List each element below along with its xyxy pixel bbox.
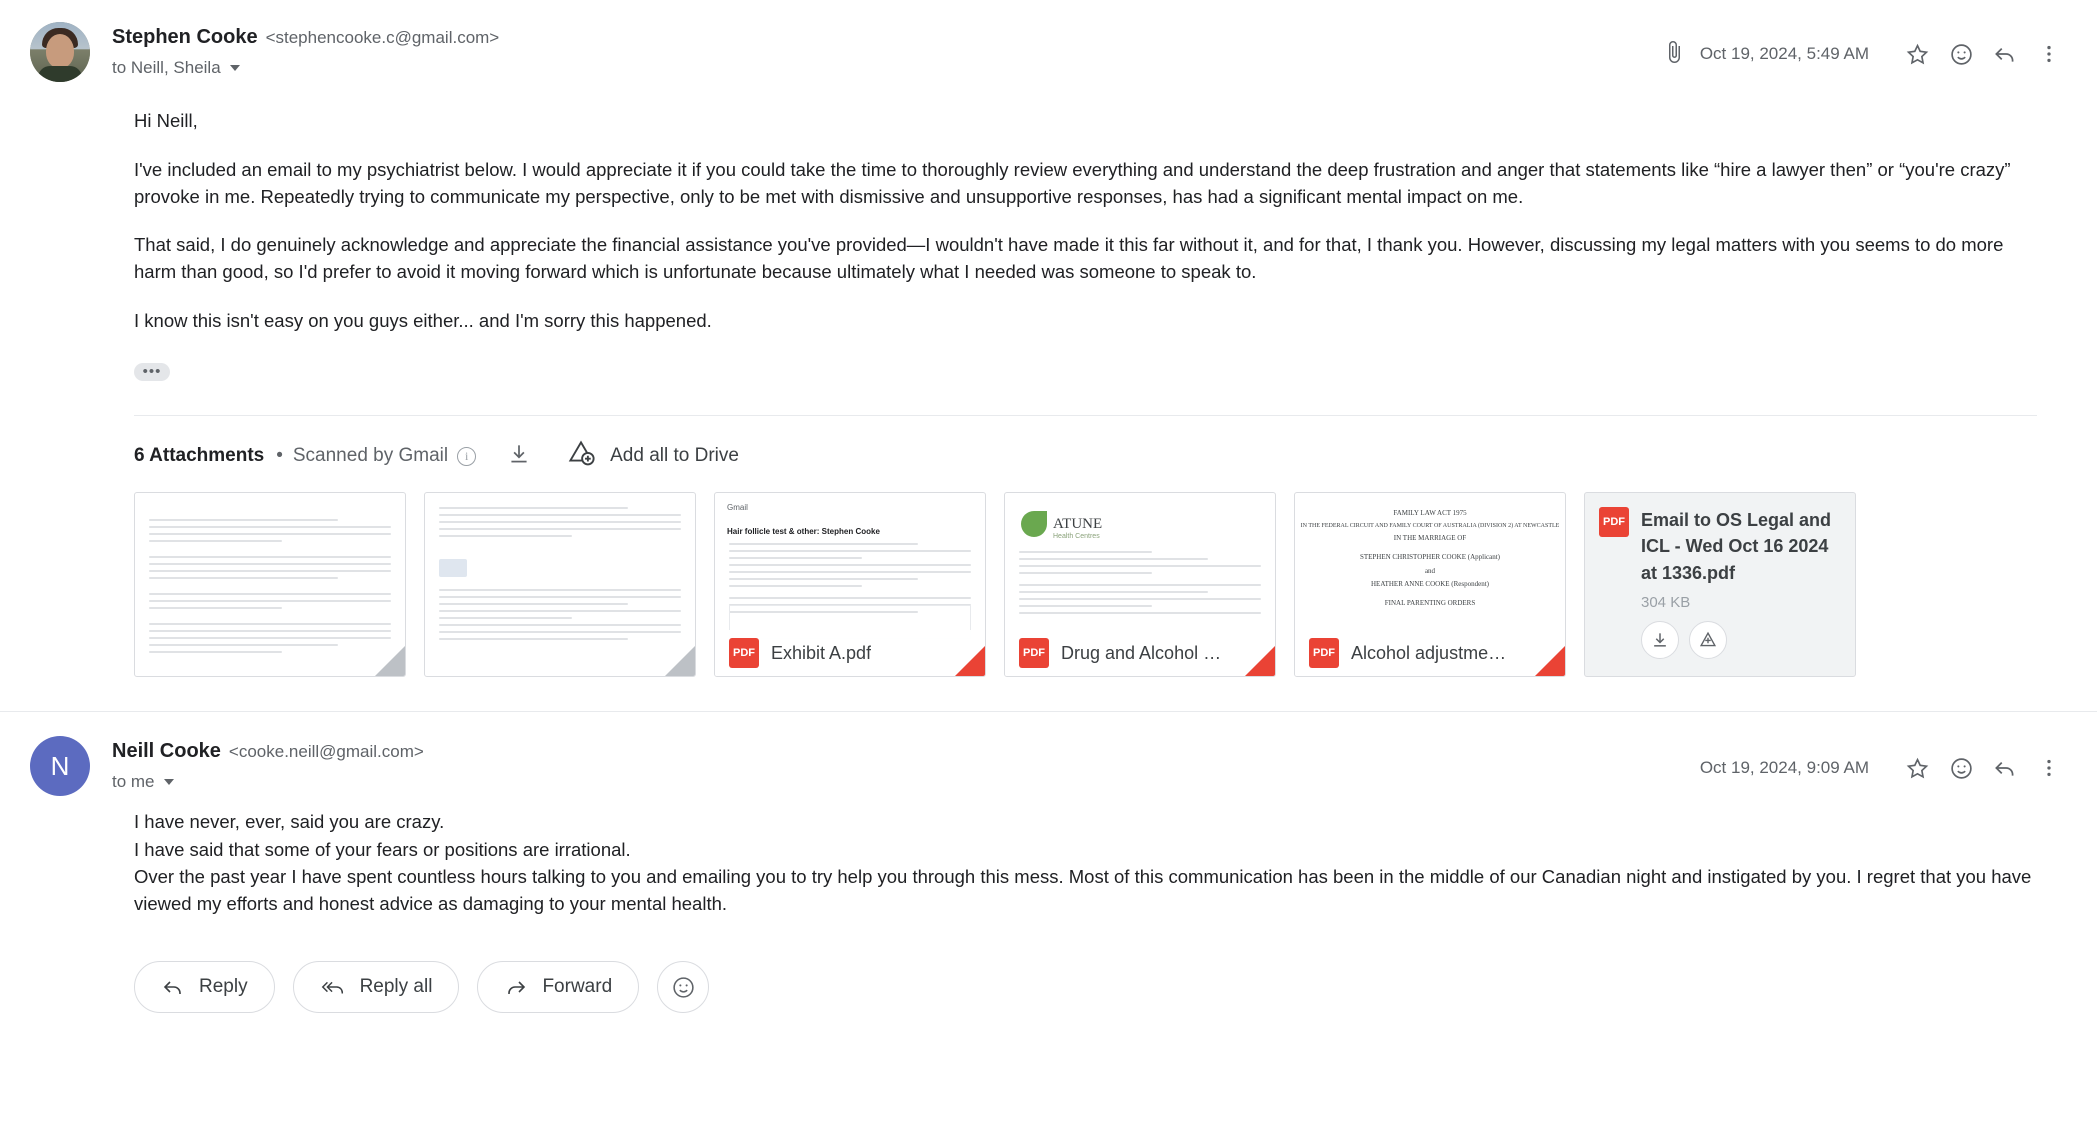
attachment-filename: Drug and Alcohol … — [1061, 642, 1222, 663]
scanned-by-gmail-label: Scanned by Gmail — [292, 445, 449, 467]
page-fold-corner — [665, 646, 695, 676]
sender-name: Stephen Cooke — [112, 26, 258, 48]
reply-icon[interactable] — [1983, 32, 2027, 76]
attachment-filesize: 304 KB — [1641, 593, 1691, 611]
avatar[interactable]: N — [30, 736, 90, 796]
attachment-filename: Email to OS Legal and ICL - Wed Oct 16 2024 at 1336.pdf — [1641, 510, 1832, 583]
attachment-filename: Exhibit A.pdf — [771, 642, 872, 663]
page-fold-corner — [955, 646, 985, 676]
attachments-separator: • — [276, 445, 283, 467]
attachment-label — [1295, 630, 1565, 676]
more-options-icon[interactable] — [2027, 32, 2071, 76]
atune-logo-text: ATUNE — [1053, 515, 1103, 532]
message-2 — [0, 712, 2097, 1013]
message-1-body — [30, 108, 2067, 381]
body-paragraph: I've included an email to my psychiatrist below. I would appreciate it if you could take the time to thoroughly review everything and understand the deep frustration and anger that statements like “hire a lawyer then” or “you're crazy” provoke in me. Repeatedly trying to communicate my perspective, only to be met with dismissive and unsupportive responses, has had a significant mental impact on me. — [134, 158, 2011, 207]
pdf-badge: PDF — [1309, 638, 1339, 668]
recipients-label: to me — [112, 772, 155, 792]
body-paragraph: Hi Neill, — [134, 110, 198, 131]
attachment-thumbnail[interactable] — [714, 492, 986, 677]
body-line: I have said that some of your fears or positions are irrational. — [134, 838, 631, 860]
forward-button-label: Forward — [542, 976, 613, 998]
pdf-badge: PDF — [729, 638, 759, 668]
message-2-actions — [1700, 746, 2071, 790]
body-line: I have never, ever, said you are crazy. — [134, 811, 445, 833]
thumbnail-title-text: Hair follicle test & other: Stephen Cooke — [727, 527, 880, 537]
star-icon[interactable] — [1895, 32, 1939, 76]
attachment-card[interactable] — [1584, 492, 1856, 677]
add-all-to-drive-button[interactable] — [566, 438, 739, 474]
attachment-thumbnail[interactable] — [134, 492, 406, 677]
body-paragraph: I know this isn't easy on you guys either... and I'm sorry this happened. — [134, 310, 712, 332]
message-2-body — [30, 796, 2067, 917]
atune-logo-subtext: Health Centres — [1053, 533, 1100, 541]
sender-email: <stephencooke.c@gmail.com> — [265, 28, 500, 47]
page-fold-corner — [1535, 646, 1565, 676]
reply-all-button[interactable] — [293, 961, 460, 1013]
avatar[interactable] — [30, 22, 90, 82]
court-document-text: FAMILY LAW ACT 1975 IN THE FEDERAL CIRCUIT AND FAMILY COURT OF AUSTRALIA (DIVISION 2) AT NEWCASTLE IN THE MARRIAGE OF STEPHEN CHRISTOPHER COOKE (Applicant) and HEATHER ANNE COOKE (Respondent) FINAL PARENTING ORDERS — [1300, 509, 1560, 608]
chevron-down-icon[interactable] — [164, 779, 174, 785]
recipients-label: to Neill, Sheila — [112, 58, 221, 77]
attachment-label — [715, 630, 985, 676]
reply-icon[interactable] — [1983, 746, 2027, 790]
sender-email: <cooke.neill@gmail.com> — [228, 742, 424, 762]
body-line: Over the past year I have spent countless hours talking to you and emailing you to try help you through this mess. Most of this communication has been in the middle of our Canadian night and instigated by you. I regret that you have viewed my efforts and honest advice as damaging to your mental health. — [134, 865, 2032, 914]
show-trimmed-content-button[interactable]: ••• — [134, 363, 170, 381]
star-icon[interactable] — [1895, 746, 1939, 790]
message-2-date: Oct 19, 2024, 9:09 AM — [1699, 758, 1869, 778]
reply-all-button-label: Reply all — [359, 976, 433, 998]
chevron-down-icon[interactable] — [230, 65, 240, 71]
page-fold-corner — [375, 646, 405, 676]
pdf-badge: PDF — [1599, 507, 1629, 537]
download-all-icon[interactable] — [506, 441, 532, 472]
attachment-thumbnail[interactable] — [1294, 492, 1566, 677]
page-fold-corner — [1245, 646, 1275, 676]
attachment-filename: Alcohol adjustme… — [1351, 642, 1507, 663]
reply-button[interactable] — [134, 961, 275, 1013]
sender-name: Neill Cooke — [112, 740, 221, 763]
add-all-to-drive-label: Add all to Drive — [610, 445, 739, 467]
thumbnail-header-text: Gmail — [727, 503, 748, 513]
body-paragraph: That said, I do genuinely acknowledge and appreciate the financial assistance you've provided—I wouldn't have made it this far without it, and for that, I thank you. However, discussing my legal matters with you seems to do more harm than good, so I'd prefer to avoid it moving forward which is unfortunate because ultimately what I needed was someone to speak to. — [134, 234, 2004, 283]
attachments-header — [30, 416, 2067, 474]
emoji-react-icon[interactable] — [1939, 32, 1983, 76]
reply-button-label: Reply — [199, 976, 248, 998]
forward-button[interactable] — [477, 961, 639, 1013]
drive-add-icon — [566, 438, 596, 474]
message-action-bar — [30, 917, 2067, 1013]
message-1-actions — [1662, 32, 2071, 76]
download-attachment-icon[interactable] — [1641, 621, 1679, 659]
attachment-label — [1005, 630, 1275, 676]
info-icon[interactable]: i — [457, 447, 476, 466]
emoji-react-icon[interactable] — [1939, 746, 1983, 790]
save-to-drive-icon[interactable] — [1689, 621, 1727, 659]
attachment-thumbnail[interactable] — [424, 492, 696, 677]
pdf-badge: PDF — [1019, 638, 1049, 668]
more-options-icon[interactable] — [2027, 746, 2071, 790]
attachment-clip-icon — [1662, 40, 1686, 69]
attachment-thumbnail[interactable] — [1004, 492, 1276, 677]
message-1-date: Oct 19, 2024, 5:49 AM — [1699, 44, 1869, 63]
emoji-react-button[interactable] — [657, 961, 709, 1013]
attachment-thumbnails — [30, 474, 2067, 677]
attachments-count: 6 Attachments — [134, 445, 265, 467]
